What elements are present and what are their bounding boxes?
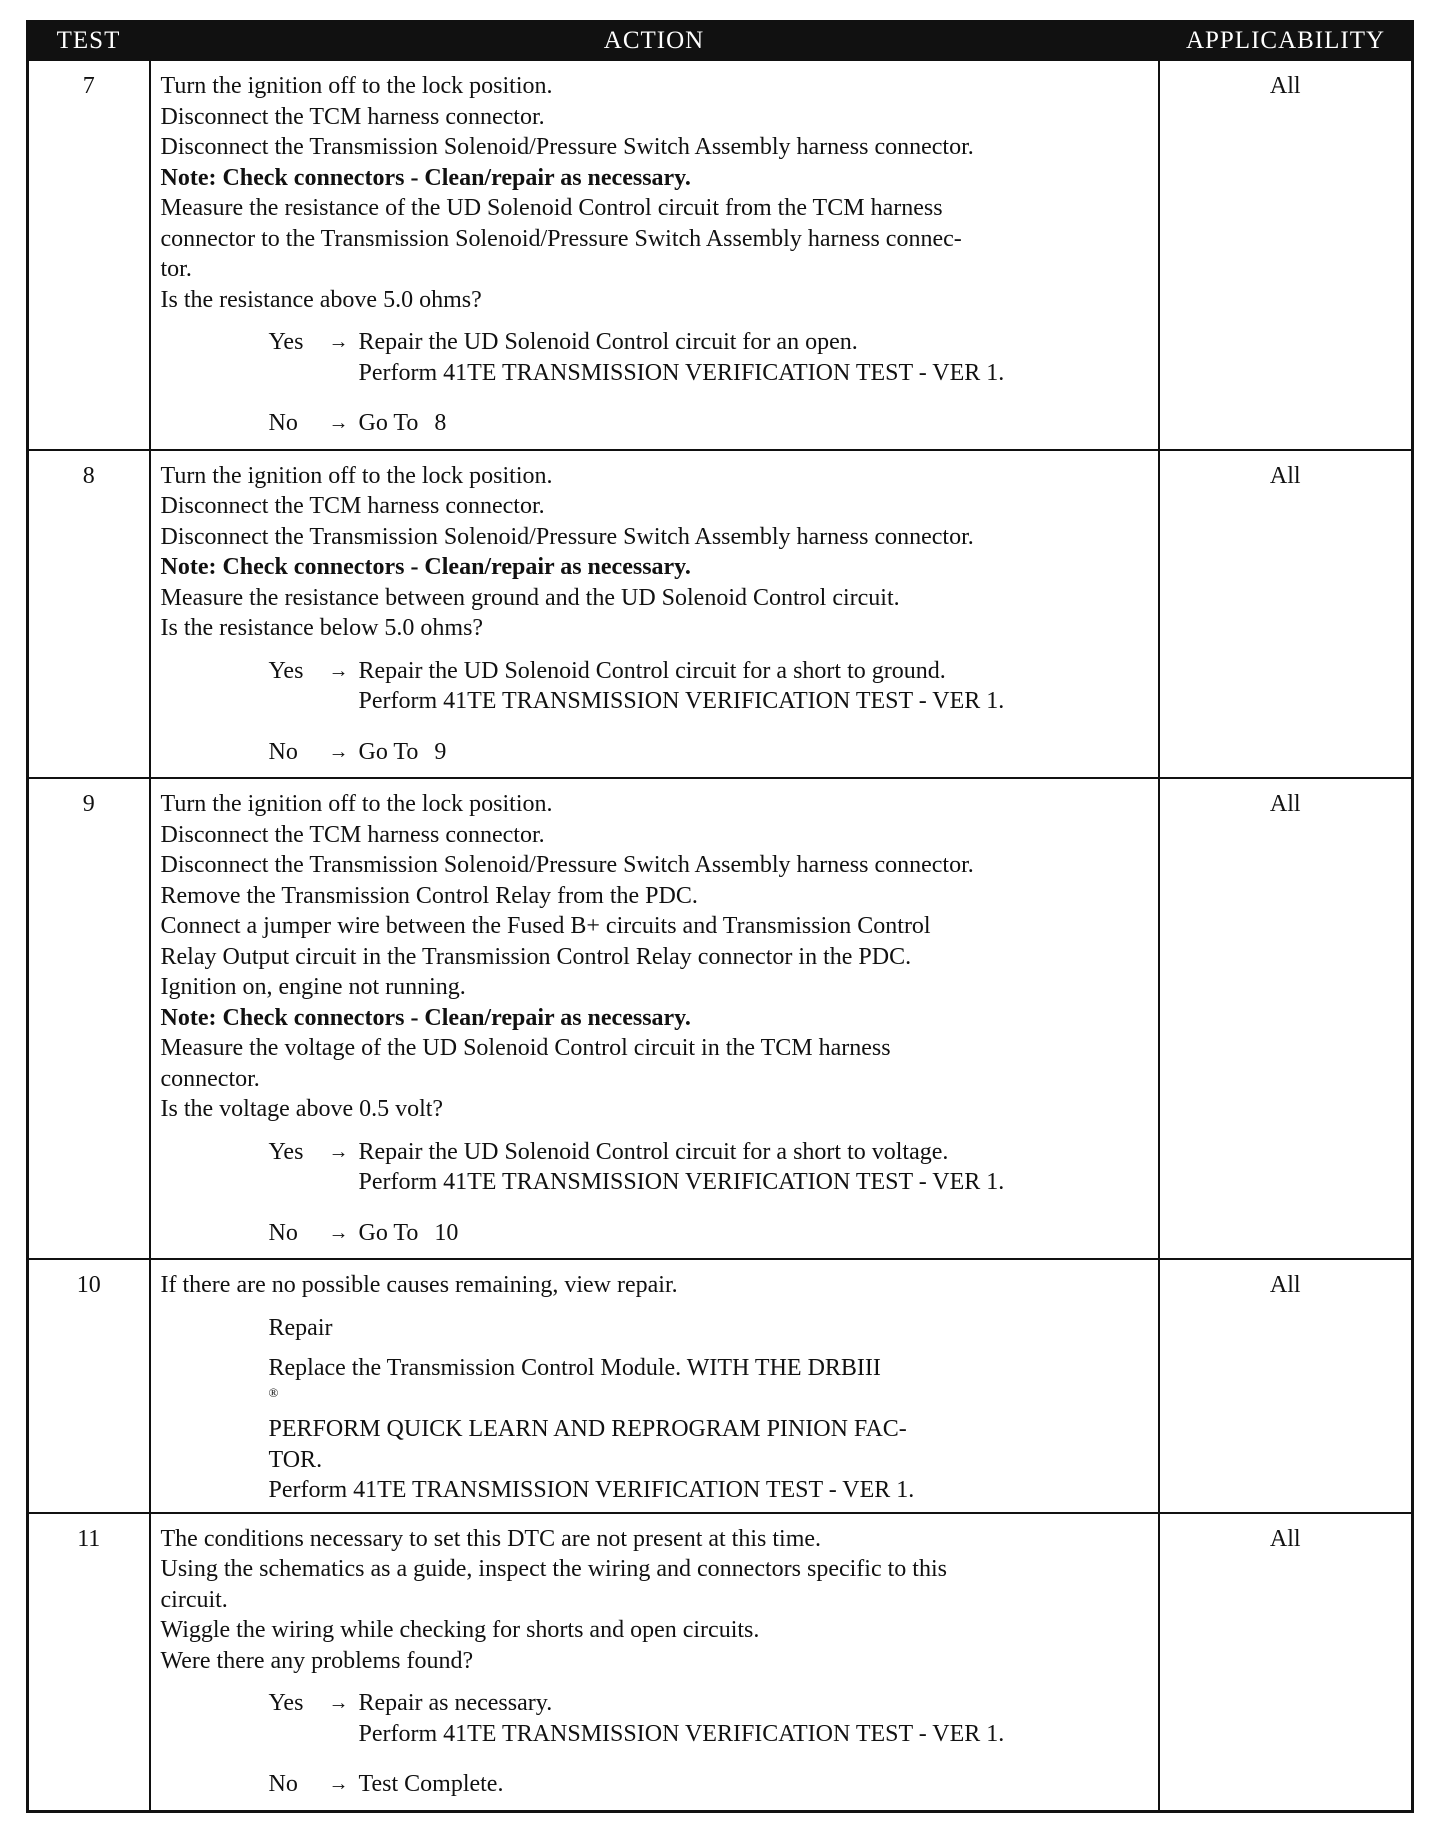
yes-text: Repair as necessary. <box>358 1690 553 1716</box>
test-row-7 <box>28 60 1413 450</box>
header-test: TEST <box>28 22 150 61</box>
action-line: Disconnect the Transmission Solenoid/Pressure Switch Assembly harness connector. <box>160 523 974 550</box>
no-label: No <box>268 1771 298 1797</box>
test-row-10 <box>28 1259 1413 1513</box>
arrow-right-icon: → <box>328 659 349 682</box>
arrow-right-icon: → <box>328 740 349 763</box>
outcomes <box>269 656 1150 768</box>
action-line: Turn the ignition off to the lock position. <box>160 462 553 489</box>
applicability-value: All <box>1159 778 1413 1259</box>
action-line: Measure the resistance between ground and the UD Solenoid Control circuit. <box>160 584 900 611</box>
action-line: Disconnect the TCM harness connector. <box>160 493 545 519</box>
header-applicability: APPLICABILITY <box>1159 22 1413 61</box>
goto-link[interactable]: 8 <box>434 410 447 436</box>
question-line: Is the resistance above 5.0 ohms? <box>160 286 482 313</box>
yes-label: Yes <box>268 329 304 355</box>
test-number: 11 <box>28 1513 150 1812</box>
goto-text: Go To <box>358 410 419 436</box>
action-line: Remove the Transmission Control Relay from the PDC. <box>160 882 698 909</box>
yes-label: Yes <box>268 657 304 684</box>
action-line: Wiggle the wiring while checking for shorts and open circuits. <box>160 1617 760 1643</box>
outcomes <box>269 1688 1150 1800</box>
action-line: Turn the ignition off to the lock position. <box>160 791 553 817</box>
arrow-right-icon: → <box>328 331 349 353</box>
arrow-right-icon: → <box>328 1140 349 1163</box>
action-cell <box>150 450 1159 779</box>
test-row-8 <box>28 450 1413 779</box>
repair-line: TOR. <box>268 1446 323 1473</box>
action-line: Connect a jumper wire between the Fused B+ circuits and Transmission Control <box>160 913 931 939</box>
yes-outcome <box>269 1137 1150 1198</box>
no-outcome <box>269 737 1150 768</box>
action-line: Turn the ignition off to the lock position. <box>160 73 553 99</box>
repair-line: PERFORM QUICK LEARN AND REPROGRAM PINION FAC- <box>268 1416 907 1442</box>
arrow-right-icon: → <box>328 1692 349 1714</box>
no-label: No <box>268 410 298 436</box>
test-row-9 <box>28 778 1413 1259</box>
action-cell <box>150 60 1159 450</box>
outcomes <box>269 1137 1150 1249</box>
action-line: The conditions necessary to set this DTC are not present at this time. <box>160 1525 822 1552</box>
repair-text <box>269 1353 1150 1506</box>
yes-outcome <box>269 327 1150 388</box>
outcomes <box>269 327 1150 439</box>
action-line: If there are no possible causes remaining, view repair. <box>160 1272 678 1298</box>
note-line: Note: Check connectors - Clean/repair as necessary. <box>160 164 691 191</box>
no-outcome <box>269 1769 1150 1800</box>
diagnostic-test-table <box>26 20 1414 1813</box>
yes-label: Yes <box>268 1138 304 1165</box>
action-line: circuit. <box>160 1586 228 1613</box>
action-line: Using the schematics as a guide, inspect the wiring and connectors specific to this <box>160 1556 947 1582</box>
applicability-value: All <box>1159 60 1413 450</box>
test-number: 8 <box>28 450 150 779</box>
applicability-value: All <box>1159 1259 1413 1513</box>
goto-link[interactable]: 10 <box>434 1219 459 1246</box>
goto-link[interactable]: 9 <box>434 738 447 765</box>
action-line: connector to the Transmission Solenoid/Pressure Switch Assembly harness connec- <box>160 225 962 252</box>
action-cell <box>150 1259 1159 1513</box>
test-number: 7 <box>28 60 150 450</box>
yes-text: Repair the UD Solenoid Control circuit for a short to ground. <box>358 657 946 684</box>
repair-label: Repair <box>268 1314 333 1341</box>
action-line: Disconnect the TCM harness connector. <box>160 821 545 848</box>
yes-outcome <box>269 1688 1150 1749</box>
repair-line <box>269 1353 1150 1414</box>
action-line: connector. <box>160 1065 260 1092</box>
arrow-right-icon: → <box>328 412 349 434</box>
action-line: Disconnect the Transmission Solenoid/Pressure Switch Assembly harness connector. <box>160 134 974 160</box>
arrow-right-icon: → <box>328 1221 349 1244</box>
action-cell <box>150 778 1159 1259</box>
question-line: Is the resistance below 5.0 ohms? <box>160 615 484 641</box>
test-number: 9 <box>28 778 150 1259</box>
applicability-value: All <box>1159 1513 1413 1812</box>
no-label: No <box>268 1219 298 1246</box>
goto-text: Go To <box>358 738 419 765</box>
registered-mark: ® <box>268 1384 279 1400</box>
action-cell <box>150 1513 1159 1812</box>
note-line: Note: Check connectors - Clean/repair as necessary. <box>160 1004 691 1031</box>
test-row-11 <box>28 1513 1413 1812</box>
action-line: tor. <box>160 256 192 282</box>
action-line: Measure the resistance of the UD Solenoid Control circuit from the TCM harness <box>160 195 943 221</box>
applicability-value: All <box>1159 450 1413 779</box>
no-text: Test Complete. <box>358 1771 504 1797</box>
verification-text: Perform 41TE TRANSMISSION VERIFICATION TEST - VER 1. <box>358 1720 1005 1747</box>
action-line: Disconnect the TCM harness connector. <box>160 103 545 130</box>
arrow-right-icon: → <box>328 1773 349 1795</box>
no-label: No <box>268 738 298 765</box>
verification-text: Perform 41TE TRANSMISSION VERIFICATION TEST - VER 1. <box>358 359 1005 386</box>
action-line: Ignition on, engine not running. <box>160 974 466 1000</box>
test-number: 10 <box>28 1259 150 1513</box>
yes-outcome <box>269 656 1150 717</box>
yes-text: Repair the UD Solenoid Control circuit for an open. <box>358 329 858 355</box>
yes-label: Yes <box>268 1690 304 1716</box>
action-line: Measure the voltage of the UD Solenoid Control circuit in the TCM harness <box>160 1035 891 1061</box>
repair-line-text: Replace the Transmission Control Module. WITH THE DRBIII <box>268 1355 881 1381</box>
header-action: ACTION <box>150 22 1159 61</box>
question-line: Is the voltage above 0.5 volt? <box>160 1096 444 1122</box>
action-line: Disconnect the Transmission Solenoid/Pressure Switch Assembly harness connector. <box>160 852 974 878</box>
table-header-row <box>28 22 1413 61</box>
action-line: Relay Output circuit in the Transmission Control Relay connector in the PDC. <box>160 943 912 970</box>
note-line: Note: Check connectors - Clean/repair as necessary. <box>160 554 691 580</box>
verification-text: Perform 41TE TRANSMISSION VERIFICATION TEST - VER 1. <box>268 1477 915 1503</box>
yes-text: Repair the UD Solenoid Control circuit for a short to voltage. <box>358 1138 949 1165</box>
goto-text: Go To <box>358 1219 419 1246</box>
no-outcome <box>269 1218 1150 1249</box>
question-line: Were there any problems found? <box>160 1647 474 1674</box>
no-outcome <box>269 408 1150 439</box>
verification-text: Perform 41TE TRANSMISSION VERIFICATION TEST - VER 1. <box>358 688 1005 714</box>
verification-text: Perform 41TE TRANSMISSION VERIFICATION TEST - VER 1. <box>358 1169 1005 1195</box>
